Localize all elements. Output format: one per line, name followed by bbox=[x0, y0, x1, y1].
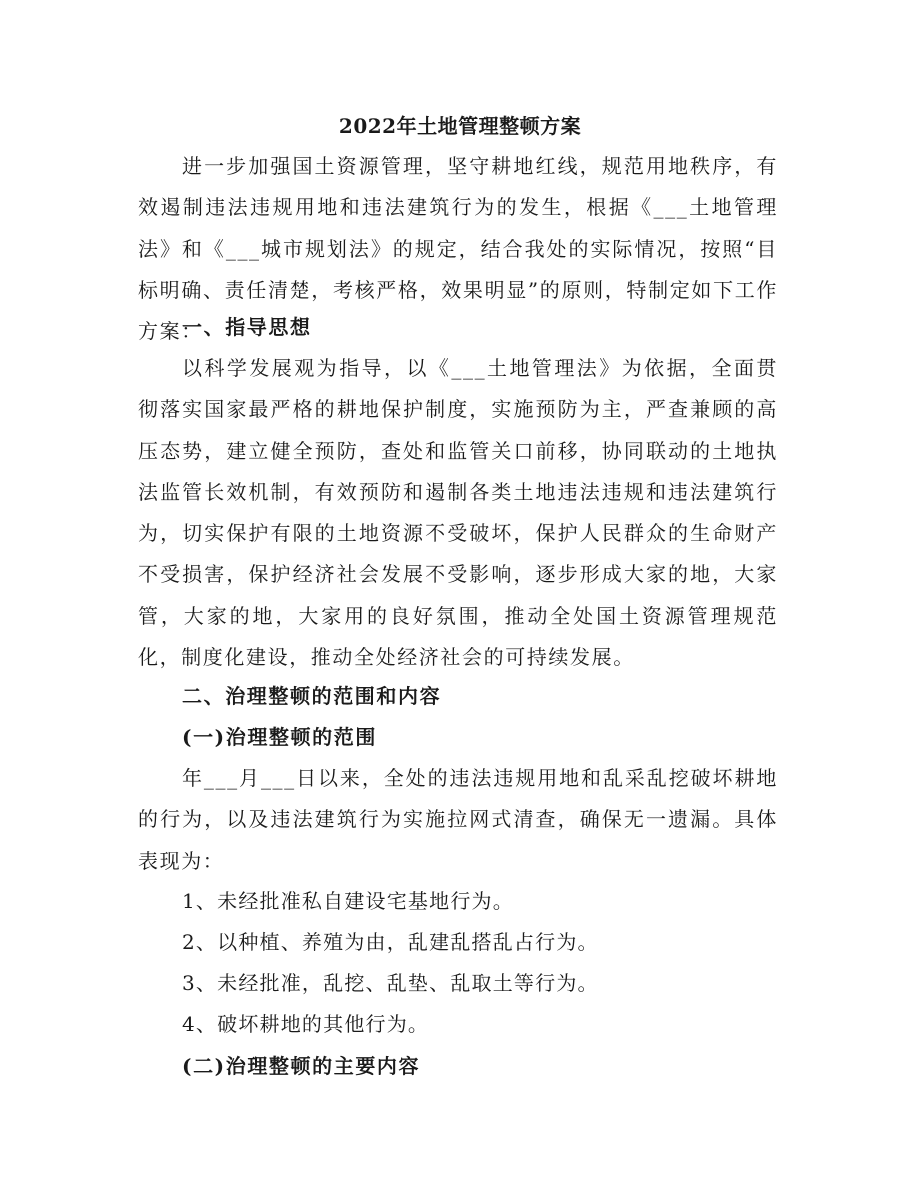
intro-paragraph: 进一步加强国土资源管理，坚守耕地红线，规范用地秩序，有效遏制违法违规用地和违法建筑行为的发生，根据《___土地管理法》和《___城市规划法》的规定，结合我处的实际情况，按照“目标明确、责任清楚，考核严格，效果明显”的原则，特制定如下工作方案： bbox=[138, 154, 778, 344]
subsection1-body: 年___月___日以来，全处的违法违规用地和乱采乱挖破坏耕地的行为，以及违法建筑行为实施拉网式清查，确保无一遗漏。具体表现为： bbox=[138, 766, 778, 873]
subsection2-heading: (二)治理整顿的主要内容 bbox=[182, 1054, 421, 1078]
section1-heading: 一、指导思想 bbox=[182, 315, 312, 339]
list-item: 4、破坏耕地的其他行为。 bbox=[182, 1012, 430, 1036]
subsection1-heading: (一)治理整顿的范围 bbox=[182, 725, 377, 749]
list-item: 1、未经批准私自建设宅基地行为。 bbox=[182, 889, 514, 913]
document-title: 2022年土地管理整顿方案 bbox=[338, 114, 582, 138]
section2-heading: 二、治理整顿的范围和内容 bbox=[182, 684, 442, 708]
list-item: 3、未经批准，乱挖、乱垫、乱取土等行为。 bbox=[182, 971, 599, 995]
list-item: 2、以种植、养殖为由，乱建乱搭乱占行为。 bbox=[182, 930, 599, 954]
section1-body: 以科学发展观为指导，以《___土地管理法》为依据，全面贯彻落实国家最严格的耕地保护制度，实施预防为主，严查兼顾的高压态势，建立健全预防，查处和监管关口前移，协同联动的土地执法监管长效机制，有效预防和遏制各类土地违法违规和违法建筑行为，切实保护有限的土地资源不受破坏，保护人民群众的生命财产不受损害，保护经济社会发展不受影响，逐步形成大家的地，大家管，大家的地，大家用的良好氛围，推动全处国土资源管理规范化，制度化建设，推动全处经济社会的可持续发展。 bbox=[138, 356, 778, 670]
